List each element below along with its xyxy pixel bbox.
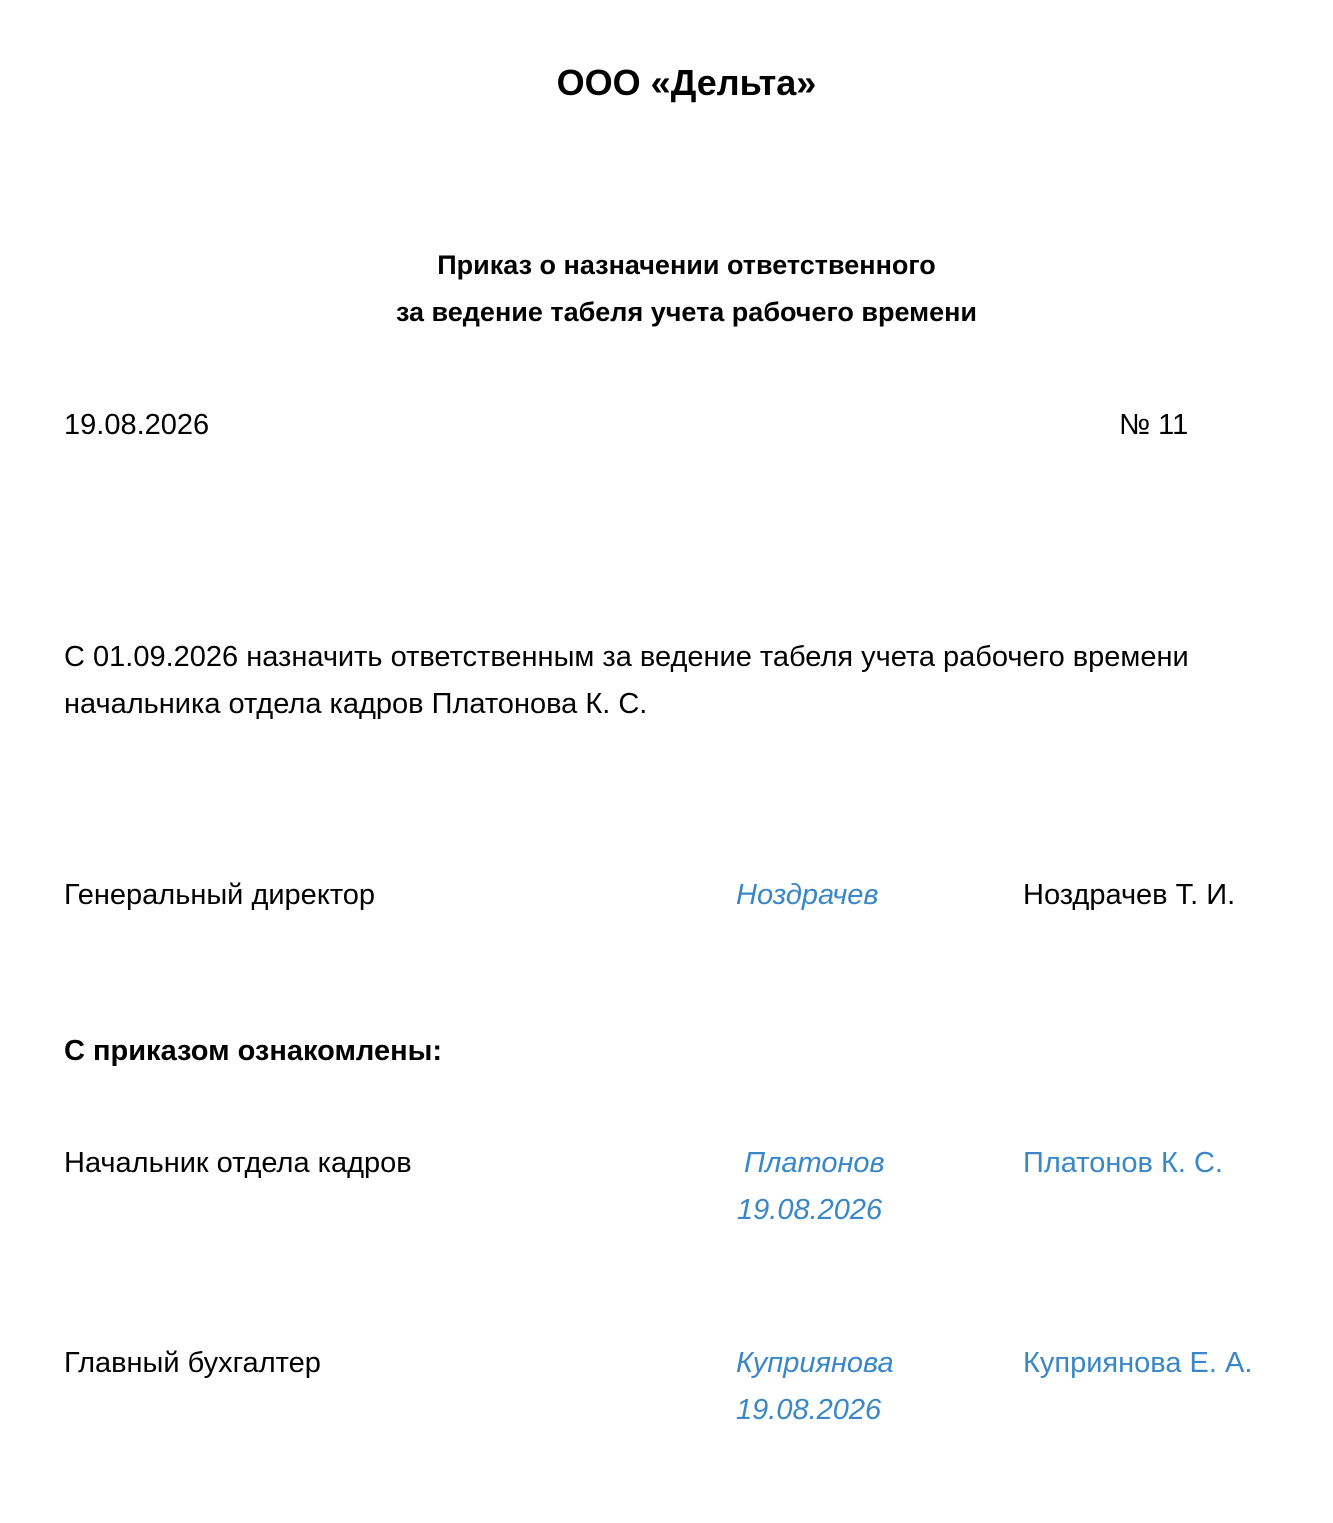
order-date: 19.08.2026 [64, 409, 210, 441]
acknowledger-signature: Куприянова [736, 1347, 894, 1379]
document-title-line-2: за ведение табеля учета рабочего времени [395, 297, 978, 327]
director-name: Ноздрачев Т. И. [1023, 879, 1236, 911]
acknowledger-name: Куприянова Е. А. [1023, 1347, 1253, 1379]
director-position: Генеральный директор [64, 879, 376, 911]
acknowledger-position: Главный бухгалтер [64, 1347, 321, 1379]
organization-name: ООО «Дельта» [556, 62, 817, 103]
order-body-line-1: С 01.09.2026 назначить ответственным за ведение табеля учета рабочего времени [64, 641, 1189, 673]
acknowledged-heading: С приказом ознакомлены: [64, 1035, 443, 1067]
order-number: № 11 [1119, 409, 1189, 441]
acknowledger-signature-date: 19.08.2026 [737, 1194, 883, 1226]
acknowledger-position: Начальник отдела кадров [64, 1147, 412, 1179]
acknowledger-name: Платонов К. С. [1023, 1147, 1223, 1179]
acknowledger-signature-date: 19.08.2026 [736, 1394, 882, 1426]
acknowledger-signature: Платонов [744, 1147, 885, 1179]
document-title-line-1: Приказ о назначении ответственного [437, 250, 936, 280]
director-signature: Ноздрачев [736, 879, 879, 911]
order-body-line-2: начальника отдела кадров Платонова К. С. [64, 688, 648, 720]
